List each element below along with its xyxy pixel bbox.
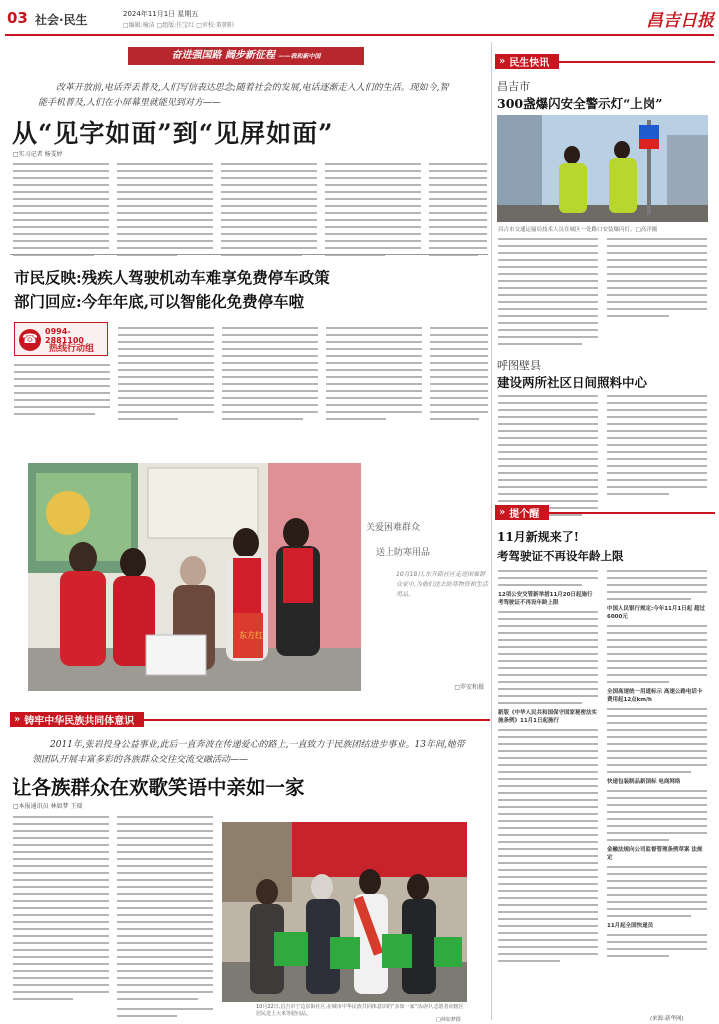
article2-col4 (326, 327, 422, 425)
section-header-reminder (495, 505, 715, 520)
photo-volunteers-illustration (28, 463, 361, 691)
article2-col1a (14, 364, 110, 420)
article3-intro: 2011年,张岩投身公益事业,此后一直奔波在传递爱心的路上,一直致力于民族团结进步事业。13年间,她带领团队开展丰富多彩的各族群众交往交流交融活动—— (32, 740, 465, 765)
photo1-sign: 东方红 (239, 631, 263, 640)
side3-subhead-4: 全国高速统一用道标示 高速公路电话卡费用起12点km/h (607, 689, 703, 703)
side3-body (498, 570, 709, 1016)
right-column-rule (491, 42, 492, 1020)
photo-warning-lights-illustration (497, 115, 708, 222)
headline-article3: 让各族群众在欢歌笑语中亲如一家 (12, 776, 305, 799)
section-label-unity: 铸牢中华民族共同体意识 (24, 716, 135, 727)
side3-subhead-2: 新版《中华人民共和国保守国家秘密法实施条例》11月1日起施行 (498, 710, 598, 724)
article1-intro: 改革开放前,电话弄丢普及,人们写信表达思念;随着社会的发展,电话逐渐走入人们的生活。现如今,智能手机普及,人们在小屏幕里就能见到对方—— (38, 83, 449, 108)
photo-community-illustration (222, 822, 467, 1002)
headline-article2-sub: 部门回应:今年年底,可以智能化免费停车啦 (14, 292, 305, 311)
photo1-caption-title1: 关爱困难群众 (366, 523, 421, 533)
article1-byline: □实习记者 杨雯婷 (13, 151, 63, 158)
headline-article1: 从“见字如面”到“见屏如面” (12, 119, 334, 148)
headline-article2-main: 市民反映:残疾人驾驶机动车难享免费停车政策 (14, 268, 330, 287)
photo-warning-lights (497, 115, 708, 222)
section-header-unity (10, 712, 490, 727)
hotline-badge (14, 322, 108, 356)
side3-headline: 11月新规来了! (497, 530, 579, 544)
photo1-caption-desc: 10月18日,东升路社区走进困难群众家中,为他们送去防寒物资和生活用品。 (396, 571, 488, 598)
issue-date: 2024年11月1日 星期五 (123, 10, 199, 18)
section-name: 社会·民生 (35, 13, 88, 27)
section-label-reminder: 提个醒 (509, 509, 540, 520)
article3-col1 (13, 816, 109, 1005)
photo2-caption: 10月22日,昌吉市宁边东街社区,在城市中华民族共同体意识的“亲如一家”活动中,志愿者向辖区居民送上大米等慰问品。 (256, 1004, 464, 1017)
side3-subhead-3: 中国人民银行规定:今年11月1日起 超过6000元 (607, 606, 706, 620)
article2-col5 (430, 327, 488, 425)
side3-subhead-6: 金融法规向公司监督管理条例草案 法规定 (607, 847, 703, 861)
section-arrow-icon: » (499, 56, 506, 67)
hotline-phone: 0994-2881100 (45, 327, 84, 345)
photo-volunteers (28, 463, 361, 691)
section-arrow-icon: » (14, 714, 21, 725)
side1-headline: 300盏爆闪安全警示灯“上岗” (497, 96, 663, 111)
hotline-label: 热线行动组 (49, 344, 95, 354)
divider-line (10, 254, 488, 255)
side1-col1 (498, 238, 598, 350)
side3-subhead-5: 快递包装制品新国标 电商网络 (607, 779, 681, 785)
side2-place: 呼图壁县 (497, 359, 541, 372)
article2-col3 (222, 327, 318, 425)
article1-col3 (221, 163, 317, 261)
article1-col4 (325, 163, 421, 261)
photo1-caption-box (362, 520, 488, 691)
banner-title: 奋进强国路 阔步新征程 (171, 50, 275, 61)
side1-caption: 昌吉市交通运输局技术人员在城区一处路口安装爆闪灯。□高洋摄 (498, 227, 658, 233)
article3-col3-bottom (117, 1008, 213, 1022)
article1-col5 (429, 163, 487, 261)
side2-col1 (498, 395, 598, 521)
section-label-news: 民生快讯 (509, 58, 550, 69)
photo-community-event (222, 822, 467, 1002)
side3-source: (来源:新华网) (650, 1016, 684, 1022)
side2-headline: 建设两所社区日间照料中心 (497, 375, 648, 390)
side1-place: 昌吉市 (497, 80, 530, 93)
side3-subheadline: 考驾驶证不再设年龄上限 (497, 549, 624, 563)
article3-col2 (117, 816, 213, 1005)
paper-logo: 昌吉日报 (646, 11, 714, 31)
side2-col2 (607, 395, 707, 500)
article1-col1 (13, 163, 109, 261)
side3-subhead-1: 12项公安交管新举措11月20日起施行 考驾驶证不再设年龄上限 (498, 592, 593, 606)
section-arrow-icon: » (499, 507, 506, 518)
article3-byline: □本报通讯员 林如梦 王瑞 (13, 803, 83, 810)
photo1-caption-title2: 送上防寒用品 (376, 548, 431, 558)
editor-credits: □编辑:喻洁 □组版:任宝红 □审校:董朝阳 (123, 22, 234, 29)
side3-subhead-7: 11月起全国快递员 (607, 923, 654, 929)
photo1-credit: □罗安和摄 (454, 684, 484, 691)
hotline-icon: ☎ (19, 329, 41, 351)
side1-col2 (607, 238, 707, 322)
article2-col2 (118, 327, 214, 425)
article1-col2 (117, 163, 213, 261)
banner-strip (128, 47, 364, 65)
banner-sub: ——我和新中国 (278, 53, 321, 60)
page-number: 03 (7, 9, 28, 27)
photo2-credit: □林如梦摄 (436, 1017, 461, 1023)
section-header-news (495, 54, 715, 69)
page-header (5, 6, 714, 36)
